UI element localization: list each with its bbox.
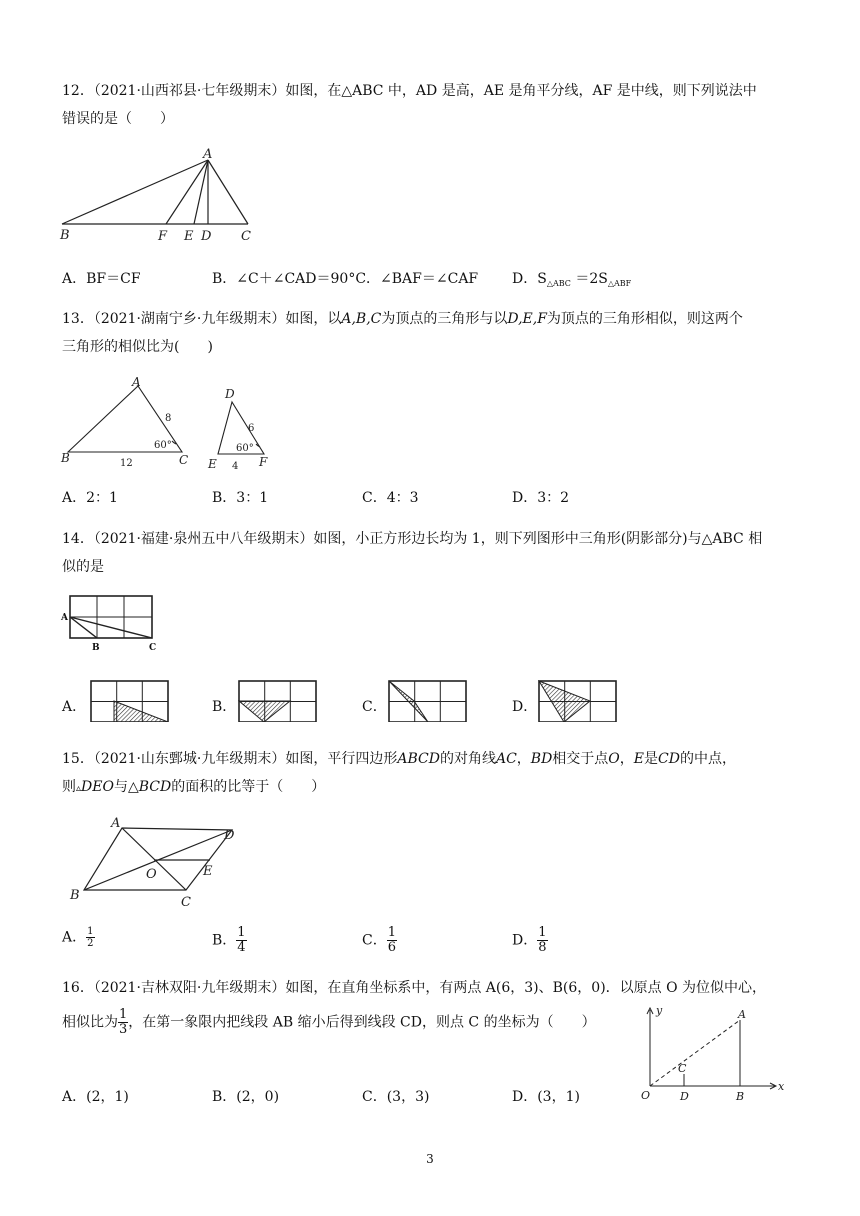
q14-options bbox=[62, 680, 802, 730]
q13-side-bc: 12 bbox=[120, 458, 133, 469]
q14-option-a-label[interactable]: A． bbox=[62, 699, 87, 715]
q15-label-a: A bbox=[111, 816, 121, 831]
q15-option-c[interactable]: C． $\frac{1}{6}$ bbox=[362, 925, 396, 955]
q14-grid-figure bbox=[60, 592, 170, 658]
q13-option-b[interactable]: B．3：1 bbox=[212, 490, 269, 506]
q14-label-c: C bbox=[149, 643, 157, 653]
q14-stem-line1: 14．（2021·福建·泉州五中八年级期末）如图，小正方形边长均为 1，则下列图形中三角形(阴影部分)与△ABC 相 bbox=[62, 531, 763, 547]
page-number: 3 bbox=[426, 1152, 434, 1166]
q16-option-d[interactable]: D．(3，1) bbox=[512, 1089, 580, 1105]
q15-label-o: O bbox=[146, 867, 157, 882]
q15-parallelogram-figure bbox=[62, 812, 252, 912]
q15-stem-line1: 15．（2021·山东鄄城·九年级期末）如图，平行四边形ABCD的对角线AC，BD相交于点O，E是CD的中点， bbox=[62, 751, 736, 767]
q13-label-d: D bbox=[225, 387, 235, 401]
q13-angle-f: 60° bbox=[236, 443, 254, 454]
q16-label-a: A bbox=[738, 1008, 746, 1021]
q13-label-b: B bbox=[61, 451, 70, 465]
q12-option-b-c[interactable]: B．∠C＋∠CAD＝90°C．∠BAF＝∠CAF bbox=[212, 271, 479, 287]
q15-option-a[interactable]: A． $\frac{1}{2}$ bbox=[62, 926, 94, 949]
q13-stem-line2: 三角形的相似比为( ) bbox=[62, 339, 213, 355]
q15-label-d: D bbox=[224, 828, 235, 843]
q13-label-f: F bbox=[259, 455, 268, 469]
q16-stem-line1: 16．（2021·吉林双阳·九年级期末）如图，在直角坐标系中，有两点 A(6，3)、B(6，0)．以原点 O 为位似中心， bbox=[62, 980, 767, 996]
q13-options bbox=[62, 487, 802, 511]
question-15-text bbox=[62, 745, 802, 803]
q14-option-c-figure[interactable] bbox=[388, 680, 468, 722]
q14-stem-line2: 似的是 bbox=[62, 559, 104, 575]
q15-option-b[interactable]: B． $\frac{1}{4}$ bbox=[212, 925, 246, 955]
q16-label-b: B bbox=[736, 1090, 745, 1103]
q16-option-c[interactable]: C．(3，3) bbox=[362, 1089, 430, 1105]
q13-side-ef: 4 bbox=[232, 461, 239, 472]
q13-label-c: C bbox=[179, 453, 189, 467]
q16-label-x: x bbox=[778, 1080, 785, 1093]
q15-options bbox=[62, 926, 802, 960]
question-13-text bbox=[62, 305, 802, 361]
q16-options bbox=[62, 1086, 802, 1110]
q14-option-a-figure[interactable] bbox=[90, 680, 170, 722]
q14-option-c-label[interactable]: C． bbox=[362, 699, 387, 715]
q16-label-y: y bbox=[656, 1004, 663, 1017]
q14-option-b-figure[interactable] bbox=[238, 680, 318, 722]
q15-label-b: B bbox=[70, 888, 80, 903]
q13-option-a[interactable]: A．2：1 bbox=[62, 490, 118, 506]
q15-label-c: C bbox=[181, 895, 191, 910]
q16-option-b[interactable]: B．(2，0) bbox=[212, 1089, 280, 1105]
q14-label-b: B bbox=[92, 643, 100, 653]
q16-option-a[interactable]: A．(2，1) bbox=[62, 1089, 129, 1105]
q14-option-d-figure[interactable] bbox=[538, 680, 618, 722]
q14-option-b-label[interactable]: B． bbox=[212, 699, 237, 715]
q12-label-f: F bbox=[158, 229, 168, 244]
q14-label-a: A bbox=[61, 613, 68, 623]
q13-label-e: E bbox=[208, 457, 217, 471]
q12-stem-line1: 12．（2021·山西祁县·七年级期末）如图，在△ABC 中，AD 是高，AE 是角平分线，AF 是中线，则下列说法中 bbox=[62, 83, 757, 99]
q15-stem-line2: 则▵DEO与△BCD的面积的比等于（ ） bbox=[62, 779, 326, 795]
question-14-text bbox=[62, 525, 802, 581]
q12-option-d[interactable]: D．$S_{\triangle ABC} =2S_{\triangle ABF}$ bbox=[512, 271, 632, 288]
q13-label-a: A bbox=[132, 375, 141, 389]
q15-label-e: E bbox=[203, 864, 213, 879]
q16-label-d: D bbox=[680, 1090, 689, 1103]
q13-side-df: 6 bbox=[248, 423, 255, 434]
q12-label-a: A bbox=[203, 147, 213, 162]
question-12-text bbox=[62, 77, 802, 133]
q12-options bbox=[62, 268, 802, 292]
q12-label-b: B bbox=[60, 228, 70, 243]
q12-triangle-figure bbox=[58, 146, 268, 246]
q13-option-c[interactable]: C．4：3 bbox=[362, 490, 419, 506]
q12-option-a[interactable]: A．BF＝CF bbox=[62, 271, 141, 287]
q14-option-d-label[interactable]: D． bbox=[512, 699, 538, 715]
q13-option-d[interactable]: D．3：2 bbox=[512, 490, 570, 506]
q13-stem-line1: 13．（2021·湖南宁乡·九年级期末）如图，以A,B,C为顶点的三角形与以D,E,F为顶点的三角形相似，则这两个 bbox=[62, 311, 743, 327]
q16-label-c: C bbox=[678, 1062, 687, 1075]
q13-triangles-figure bbox=[58, 374, 298, 474]
q16-stem-line2: 相似比为 $\frac{1}{3}$ ，在第一象限内把线段 AB 缩小后得到线段 CD，则点 C 的坐标为（ ） bbox=[62, 1007, 596, 1037]
q12-label-d: D bbox=[201, 229, 212, 244]
q16-label-o: O bbox=[641, 1089, 651, 1102]
q12-label-c: C bbox=[241, 229, 251, 244]
q13-side-ac: 8 bbox=[165, 413, 172, 424]
q12-stem-line2: 错误的是（ ） bbox=[62, 111, 174, 127]
q13-angle-c: 60° bbox=[154, 440, 172, 451]
q12-label-e: E bbox=[184, 229, 194, 244]
q15-option-d[interactable]: D． $\frac{1}{8}$ bbox=[512, 925, 547, 955]
